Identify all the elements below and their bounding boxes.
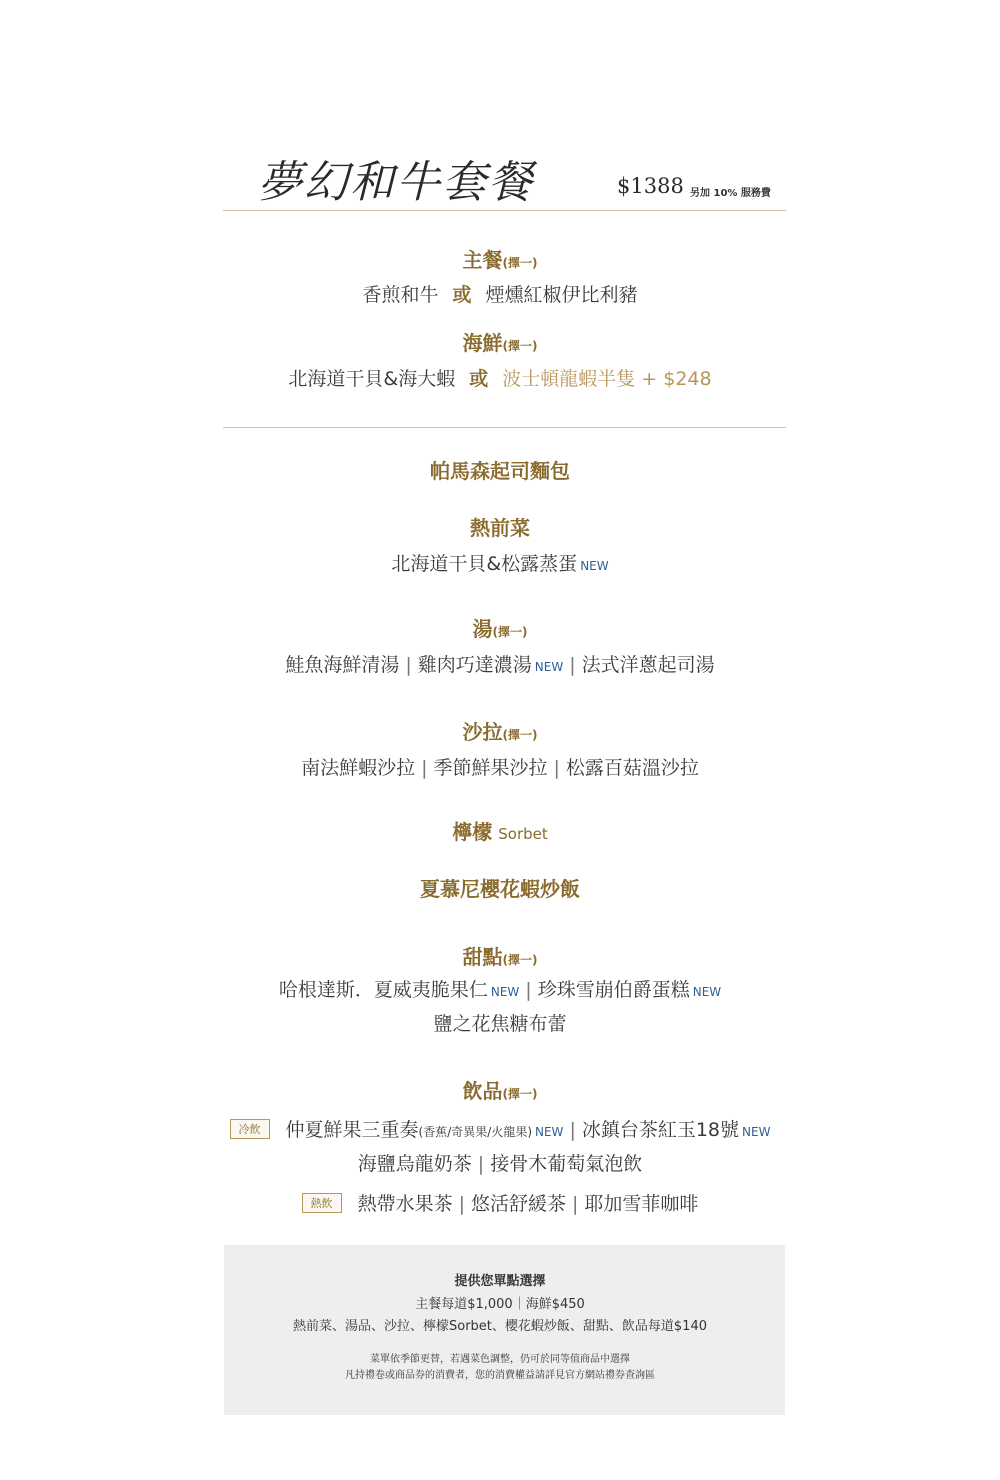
seasonal-note: 菜單依季節更替，若遇菜色調整，仍可於同等值商品中選擇 <box>370 1354 630 1365</box>
menu-title: 夢幻和牛套餐 <box>258 157 534 208</box>
main-course-label: 主餐 <box>462 248 503 272</box>
soup-label: 湯 <box>472 617 493 641</box>
cold-drink-1-detail: (香蕉/奇異果/火龍果) <box>418 1125 532 1139</box>
new-badge: NEW <box>742 1125 771 1139</box>
separator: | <box>572 1193 579 1215</box>
salad-option-3: 松露百菇溫沙拉 <box>565 757 699 779</box>
soup-option-3: 法式洋蔥起司湯 <box>581 654 715 676</box>
hot-starter-item <box>0 549 1000 576</box>
salad-heading <box>0 716 1000 745</box>
hot-drink-2: 悠活舒緩茶 <box>470 1193 566 1215</box>
salad-option-2: 季節鮮果沙拉 <box>433 757 548 779</box>
separator: | <box>477 1153 485 1175</box>
dessert-options-row1 <box>0 975 1000 1002</box>
salad-label: 沙拉 <box>462 720 503 744</box>
seafood-option-lobster: 波士頓龍蝦半隻 + $248 <box>502 368 712 390</box>
soup-options <box>0 650 1000 677</box>
hot-drink-1: 熱帶水果茶 <box>357 1193 453 1215</box>
seafood-options <box>0 364 1000 391</box>
bread-heading: 帕馬森起司麵包 <box>430 459 570 483</box>
main-course-options <box>0 280 1000 307</box>
or-label: 或 <box>469 368 489 390</box>
section-divider <box>223 427 786 428</box>
sorbet-heading <box>0 816 1000 845</box>
dessert-label: 甜點 <box>462 945 503 969</box>
service-charge-note: 另加 10% 服務費 <box>690 188 771 199</box>
header-divider <box>223 210 786 211</box>
dessert-options-row2 <box>0 1009 1000 1036</box>
new-badge: NEW <box>534 660 564 674</box>
sorbet-suffix: Sorbet <box>498 825 548 843</box>
cold-drink-2: 冰鎮台茶紅玉18號 <box>581 1119 740 1141</box>
separator: | <box>525 979 532 1001</box>
seafood-heading <box>0 327 1000 356</box>
a-la-carte-title: 提供您單點選擇 <box>454 1274 546 1289</box>
cold-drinks-row1 <box>0 1115 1000 1142</box>
separator: | <box>569 1119 576 1141</box>
pick-one-note: (擇一) <box>502 339 538 353</box>
seafood-option-scallop-prawn: 北海道干貝&海大蝦 <box>288 368 456 390</box>
seafood-label: 海鮮 <box>462 331 503 355</box>
set-price: $1388 <box>617 174 684 198</box>
pick-one-note: (擇一) <box>502 728 538 742</box>
separator: | <box>421 757 428 779</box>
voucher-note: 凡持禮卷或商品券的消費者，您的消費權益請詳見官方網站禮券查詢區 <box>345 1370 655 1381</box>
pick-one-note: (擇一) <box>502 1087 538 1101</box>
separator: | <box>405 654 412 676</box>
salad-option-1: 南法鮮蝦沙拉 <box>301 757 416 779</box>
pick-one-note: (擇一) <box>502 953 538 967</box>
hot-starter-name: 北海道干貝&松露蒸蛋 <box>391 553 578 575</box>
soup-option-1: 鮭魚海鮮清湯 <box>285 654 400 676</box>
drinks-label: 飲品 <box>462 1079 503 1103</box>
pick-one-note: (擇一) <box>492 625 528 639</box>
cold-drink-4: 接骨木葡萄氣泡飲 <box>490 1153 643 1175</box>
cold-drinks-row2 <box>0 1149 1000 1176</box>
a-la-carte-main-price: 主餐每道$1,000｜海鮮$450 <box>415 1297 585 1312</box>
hot-drink-3: 耶加雪菲咖啡 <box>584 1193 699 1215</box>
sorbet-label: 檸檬 <box>452 820 493 844</box>
dessert-heading <box>0 941 1000 970</box>
new-badge: NEW <box>490 985 520 999</box>
or-label: 或 <box>452 284 472 306</box>
dessert-option-3: 鹽之花焦糖布蕾 <box>433 1013 567 1035</box>
hot-drink-tag: 熱飲 <box>302 1193 342 1213</box>
new-badge: NEW <box>692 985 722 999</box>
separator: | <box>553 757 560 779</box>
rice-heading: 夏慕尼櫻花蝦炒飯 <box>420 877 580 901</box>
salad-options <box>0 753 1000 780</box>
main-course-heading <box>0 244 1000 273</box>
separator: | <box>569 654 576 676</box>
hot-drinks-row <box>0 1189 1000 1216</box>
dessert-option-2: 珍珠雪崩伯爵蛋糕 <box>537 979 690 1001</box>
new-badge: NEW <box>535 1125 564 1139</box>
main-option-wagyu: 香煎和牛 <box>362 284 439 306</box>
soup-heading <box>0 613 1000 642</box>
cold-drink-1: 仲夏鮮果三重奏 <box>285 1119 419 1141</box>
cold-drink-tag: 冷飲 <box>230 1119 270 1139</box>
pick-one-note: (擇一) <box>502 256 538 270</box>
hot-starter-heading: 熱前菜 <box>470 516 530 540</box>
cold-drink-3: 海鹽烏龍奶茶 <box>357 1153 472 1175</box>
separator: | <box>458 1193 465 1215</box>
dessert-option-1: 哈根達斯．夏威夷脆果仁 <box>278 979 488 1001</box>
new-badge: NEW <box>580 559 609 573</box>
a-la-carte-course-price: 熱前菜、湯品、沙拉、檸檬Sorbet、櫻花蝦炒飯、甜點、飲品每道$140 <box>293 1319 707 1334</box>
drinks-heading <box>0 1075 1000 1104</box>
main-option-iberico: 煙燻紅椒伊比利豬 <box>485 284 638 306</box>
soup-option-2: 雞肉巧達濃湯 <box>417 654 532 676</box>
